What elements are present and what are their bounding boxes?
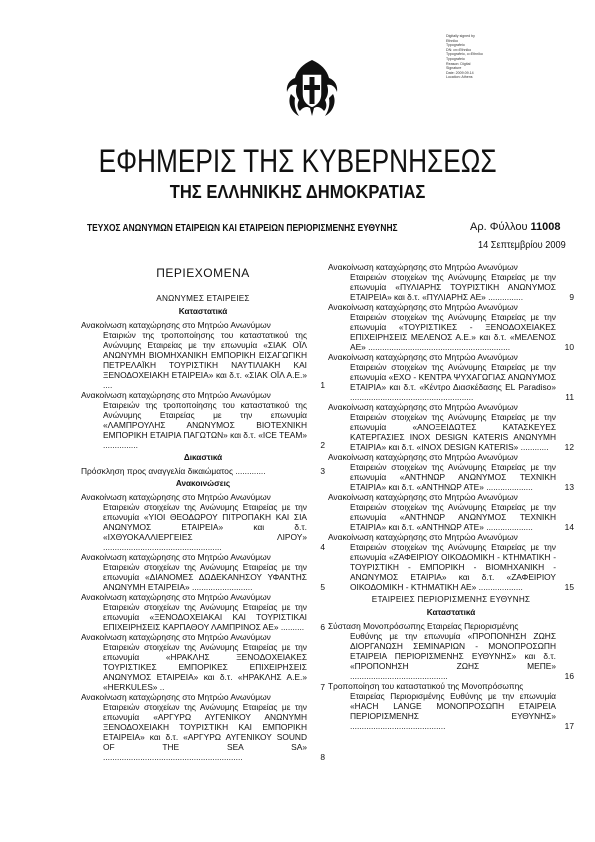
toc-entry-page: 4 — [320, 542, 325, 552]
toc-entry-text: Εταιρειών στοιχείων της Ανώνυμης Εταιρείας με την επωνυμία «ΤΟΥΡΙΣΤΙΚΕΣ - ΞΕΝΟΔΟΧΕΙΑΚΕΣ ΕΠΙΧΕΙΡΗΣΕΙΣ ΜΕΛΕΝΟΣ Α.Ε.» και δ.τ. «ΜΕΛΕΝΟΣ ΑΕ» ............................................................. — [350, 312, 556, 352]
toc-entry[interactable] — [81, 592, 325, 632]
toc-entry-page: 1 — [320, 380, 325, 390]
toc-entry[interactable] — [328, 681, 574, 731]
digital-signature-block — [446, 34, 510, 80]
toc-entry-title: Πρόσκληση προς αναγγελία δικαιώματος ............. — [81, 466, 266, 476]
toc-left-column — [81, 264, 325, 762]
toc-entry-page: 16 — [564, 671, 574, 681]
toc-entry-text: Εταιρειών στοιχείων της Ανώνυμης Εταιρείας με την επωνυμία «ΥΙΟΙ ΘΕΟΔΩΡΟΥ ΠΙΤΡΟΠΑΚΗ ΚΑΙ ΣΙΑ ΑΝΩΝΥΜΟΣ ΕΤΑΙΡΕΙΑ» και δ.τ. «ΙΧΘΥΟΚΑΛΛΙΕΡΓΕΙΕΣ ΛΙΡΟΥ» ................................................... — [103, 502, 307, 552]
toc-entry-page: 13 — [564, 482, 574, 492]
toc-entry[interactable] — [81, 552, 325, 592]
toc-entry-title: Ανακοίνωση καταχώρησης στο Μητρώο Ανωνύμων — [81, 390, 271, 400]
signature-line: Digitally signed by — [446, 34, 475, 38]
signature-line: Signature — [446, 66, 462, 71]
issue-type: ΤΕΥΧΟΣ ΑΝΩΝΥΜΩΝ ΕΤΑΙΡΕΙΩΝ ΚΑΙ ΕΤΑΙΡΕΙΩΝ ΠΕΡΙΟΡΙΣΜΕΝΗΣ ΕΥΘΥΝΗΣ — [87, 222, 398, 234]
toc-entry-page: 3 — [320, 466, 325, 476]
toc-heading: ΠΕΡΙΕΧΟΜΕΝΑ — [156, 266, 250, 280]
toc-entry-title: Ανακοίνωση καταχώρησης στο Μητρώο Ανωνύμων — [328, 452, 518, 462]
toc-entry[interactable] — [81, 632, 325, 692]
toc-entry-text: Εταιρειών στοιχείων της Ανώνυμης Εταιρείας με την επωνυμία «ΖΑΦΕΙΡΙΟΥ ΟΙΚΟΔΟΜΙΚΗ - ΚΤΗΜΑΤΙΚΗ - ΤΟΥΡΙΣΤΙΚΗ - ΕΜΠΟΡΙΚΗ - ΒΙΟΜΗΧΑΝΙΚΗ - ΑΝΩΝΥΜΟΣ ΕΤΑΙΡΙΑ» και δ.τ. «ΖΑΦΕΙΡΙΟΥ ΟΙΚΟΔΟΜΙΚΗ - ΚΤΗΜΑΤΙΚΗ ΑΕ» ................... — [350, 542, 556, 592]
toc-entry-title: Ανακοίνωση καταχώρησης στο Μητρώο Ανωνύμων — [328, 262, 518, 272]
toc-entry-title: Ανακοίνωση καταχώρησης στο Μητρώο Ανωνύμων — [81, 632, 271, 642]
toc-entry-page: 17 — [564, 721, 574, 731]
toc-entry-text: Εταιρειών στοιχείων της Ανώνυμης Εταιρείας με την επωνυμία «ΑΝΟΞΕΙΔΩΤΕΣ ΚΑΤΑΣΚΕΥΕΣ ΚΑΤΕΡΓΑΣΙΕΣ INOX DESIGN KATERIS ΑΝΩΝΥΜΗ ΕΤΑΙΡΙΑ» και δ.τ. «INOX DESIGN KATERIS» ............ — [350, 412, 556, 452]
toc-entry-text: Εταιρειών στοιχείων της Ανώνυμης Εταιρείας με την επωνυμία «ΕΧΟ - ΚΕΝΤΡΑ ΨΥΧΑΓΩΓΙΑΣ ΑΝΩΝΥΜΟΣ ΕΤΑΙΡΙΑ» και δ.τ. «Κέντρο Διασκέδασης EL Paradiso» ..................................................... — [350, 362, 556, 402]
gazette-title: ΕΦΗΜΕΡΙΣ ΤΗΣ ΚΥΒΕΡΝΗΣΕΩΣ — [98, 143, 497, 179]
toc-entry-list — [81, 466, 325, 476]
subsection-heading: Καταστατικά — [426, 608, 476, 617]
sheet-number-block — [470, 221, 561, 233]
toc-entry[interactable] — [328, 452, 574, 492]
toc-entry-title: Ανακοίνωση καταχώρησης στο Μητρώο Ανωνύμων — [81, 492, 271, 502]
toc-entry-title: Ανακοίνωση καταχώρησης στο Μητρώο Ανωνύμων — [81, 552, 271, 562]
toc-entry[interactable] — [328, 302, 574, 352]
section-heading: ΕΤΑΙΡΕΙΕΣ ΠΕΡΙΟΡΙΣΜΕΝΗΣ ΕΥΘΥΝΗΣ — [371, 595, 531, 604]
signature-line: Location: Athens — [446, 75, 473, 80]
toc-entry-text: Εταιρειών της τροποποίησης του καταστατικού της Ανώνυμης Εταιρείας με την επωνυμία «ΛΑΜΠΡΟΥΛΗΣ ΑΝΩΝΥΜΟΣ ΒΙΟΤΕΧΝΙΚΗ ΕΜΠΟΡΙΚΗ ΕΤΑΙΡΙΑ ΠΑΓΩΤΩΝ» και δ.τ. «ICE TEAM» ............... — [103, 400, 307, 450]
toc-entry-list — [81, 492, 325, 762]
toc-entry-list — [328, 262, 574, 592]
toc-entry[interactable] — [328, 352, 574, 402]
issue-date: 14 Σεπτεμβρίου 2009 — [478, 240, 566, 251]
toc-entry-page: 14 — [564, 522, 574, 532]
toc-entry-text: Εταιρειών στοιχείων της Ανώνυμης Εταιρείας με την επωνυμία «ΔΙΑΝΟΜΕΣ ΔΩΔΕΚΑΝΗΣΟΥ ΥΦΑΝΤΗΣ ΑΝΩΝΥΜΗ ΕΤΑΙΡΕΙΑ» .......................... — [103, 562, 307, 592]
toc-entry-text: Εταιρειών στοιχείων της Ανώνυμης Εταιρείας με την επωνυμία «ΞΕΝΟΔΟΧΕΙΑΚΑΙ ΚΑΙ ΤΟΥΡΙΣΤΙΚΑΙ ΕΠΙΧΕΙΡΗΣΕΙΣ ΚΑΡΠΑΘΟΥ ΛΑΜΠΡΙΝΟΣ ΑΕ» .......... — [103, 602, 307, 632]
toc-entry-page: 12 — [564, 442, 574, 452]
toc-entry[interactable] — [328, 532, 574, 592]
toc-entry-title: Τροποποίηση του καταστατικού της Μονοπρόσωπης — [328, 681, 524, 691]
toc-entry-page: 9 — [569, 292, 574, 302]
toc-entry[interactable] — [81, 320, 325, 390]
toc-entry[interactable] — [328, 402, 574, 452]
toc-entry-text: Εταιρειών στοιχείων της Ανώνυμης Εταιρείας με την επωνυμία «ΑΝΤΗΝΩΡ ΑΝΩΝΥΜΟΣ ΤΕΧΝΙΚΗ ΕΤΑΙΡΙΑ» και δ.τ. «ΑΝΤΗΝΩΡ ΑΤΕ» .................... — [350, 462, 556, 492]
toc-entry-title: Ανακοίνωση καταχώρησης στο Μητρώο Ανωνύμων — [328, 402, 518, 412]
signature-line: Typografeio, o=Ethniko — [446, 52, 483, 57]
toc-entry-page: 5 — [320, 582, 325, 592]
coat-of-arms-emblem — [283, 58, 341, 122]
signature-line: Ethniko — [446, 38, 458, 43]
signature-line: Typografeio — [446, 56, 465, 61]
toc-entry-text: Ευθύνης με την επωνυμία «ΠΡΟΠΟΝΗΣΗ ΖΩΗΣ ΔΙΟΡΓΑΝΩΣΗ ΣΕΜΙΝΑΡΙΩΝ - ΜΟΝΟΠΡΟΣΩΠΗ ΕΤΑΙΡΕΙΑ ΠΕΡΙΟΡΙΣΜΕΝΗΣ ΕΥΘΥΝΗΣ» και δ.τ. «ΠΡΟΠΟΝΗΣΗ ΖΩΗΣ ΜΕΠΕ» .......................................... — [350, 631, 556, 681]
subsection-heading: Δικαστικά — [183, 453, 223, 462]
toc-entry-title: Ανακοίνωση καταχώρησης στο Μητρώο Ανωνύμων — [81, 692, 271, 702]
toc-entry-page: 6 — [320, 622, 325, 632]
toc-entry-list — [328, 621, 574, 731]
toc-entry-text: Εταιρειών στοιχείων της Ανώνυμης Εταιρείας με την επωνυμία «ΑΝΤΗΝΩΡ ΑΝΩΝΥΜΟΣ ΤΕΧΝΙΚΗ ΕΤΑΙΡΙΑ» και δ.τ. «ΑΝΤΗΝΩΡ ΑΤΕ» .................... — [350, 502, 556, 532]
toc-entry[interactable] — [81, 492, 325, 552]
toc-entry[interactable] — [81, 466, 325, 476]
subsection-heading: Ανακοινώσεις — [175, 479, 231, 488]
sheet-number: 11008 — [530, 221, 561, 233]
toc-entry[interactable] — [81, 692, 325, 762]
toc-entry-text: Εταιρειών στοιχείων της Ανώνυμης Εταιρείας με την επωνυμία «ΗΡΑΚΛΗΣ ΞΕΝΟΔΟΧΕΙΑΚΕΣ ΤΟΥΡΙΣΤΙΚΕΣ ΕΜΠΟΡΙΚΕΣ ΕΠΙΧΕΙΡΗΣΕΙΣ ΑΝΩΝΥΜΟΣ ΕΤΑΙΡΕΙΑ» και δ.τ. «ΗΡΑΚΛΗΣ Α.Ε.» «HERKULES» .. — [103, 642, 307, 692]
toc-entry-page: 8 — [320, 752, 325, 762]
signature-line: Date: 2009.09.14 — [446, 70, 474, 75]
toc-entry-page: 15 — [564, 582, 574, 592]
toc-entry-page: 11 — [565, 392, 574, 402]
toc-entry-title: Ανακοίνωση καταχώρησης στο Μητρώο Ανωνύμων — [81, 592, 271, 602]
toc-entry[interactable] — [328, 621, 574, 681]
signature-line: Reason: Digital — [446, 61, 471, 66]
signature-line: DN: cn=Ethniko — [446, 47, 472, 52]
toc-entry-text: Εταιρειών στοιχείων της Ανώνυμης Εταιρείας με την επωνυμία «ΑΡΓΥΡΩ ΑΥΓΕΝΙΚΟΥ ΑΝΩΝΥΜΗ ΞΕΝΟΔΟΧΕΙΑΚΗ ΤΟΥΡΙΣΤΙΚΗ ΚΑΙ ΕΜΠΟΡΙΚΗ ΕΤΑΙΡΕΙΑ» και δ.τ. «ΑΡΓΥΡΩ ΑΥΓΕΝΙΚΟΥ SOUND OF THE SEA SA» ............................................................ — [103, 702, 307, 762]
toc-entry-title: Ανακοίνωση καταχώρησης στο Μητρώο Ανωνύμων — [328, 352, 518, 362]
gazette-subtitle: ΤΗΣ ΕΛΛΗΝΙΚΗΣ ΔΗΜΟΚΡΑΤΙΑΣ — [169, 182, 426, 202]
toc-entry-text: Εταιρειών στοιχείων της Ανώνυμης Εταιρείας με την επωνυμία «ΠΥΛΙΑΡΗΣ ΤΟΥΡΙΣΤΙΚΗ ΑΝΩΝΥΜΟΣ ΕΤΑΙΡΕΙΑ» και δ.τ. «ΠΥΛΙΑΡΗΣ ΑΕ» ............... — [350, 272, 556, 302]
toc-right-column — [328, 262, 574, 731]
toc-entry-title: Ανακοίνωση καταχώρησης στο Μητρώο Ανωνύμων — [328, 302, 518, 312]
toc-entry[interactable] — [81, 390, 325, 450]
toc-entry-page: 7 — [320, 682, 325, 692]
toc-entry-page: 2 — [320, 440, 325, 450]
signature-line: Typografeio — [446, 43, 465, 48]
sheet-label: Αρ. Φύλλου — [470, 221, 528, 233]
toc-entry-title: Σύσταση Μονοπρόσωπης Εταιρείας Περιορισμένης — [328, 621, 519, 631]
toc-entry-title: Ανακοίνωση καταχώρησης στο Μητρώο Ανωνύμων — [81, 320, 271, 330]
toc-entry-title: Ανακοίνωση καταχώρησης στο Μητρώο Ανωνύμων — [328, 532, 518, 542]
subsection-heading: Καταστατικά — [178, 307, 228, 316]
toc-entry-list — [81, 320, 325, 450]
toc-entry-text: Εταιριών της τροποποίησης του καταστατικού της Ανώνυμης Εταιρείας με την επωνυμία «ΣΙΑΚ ΟΪΛ ΑΝΩΝΥΜΗ ΒΙΟΜΗΧΑΝΙΚΗ ΕΜΠΟΡΙΚΗ ΕΙΣΑΓΩΓΙΚΗ ΠΕΤΡΕΛΑΪΚΗ ΤΟΥΡΙΣΤΙΚΗ ΝΑΥΤΙΛΙΑΚΗ ΚΑΙ ΞΕΝΟΔΟΧΕΙΑΚΗ ΕΤΑΙΡΕΙΑ» και δ.τ. «ΣΙΑΚ ΟΪΛ Α.Ε.» .... — [103, 330, 307, 390]
toc-entry[interactable] — [328, 262, 574, 302]
toc-entry-title: Ανακοίνωση καταχώρησης στο Μητρώο Ανωνύμων — [328, 492, 518, 502]
toc-entry-text: Εταιρείας Περιορισμένης Ευθύνης με την επωνυμία «HACH LANGE ΜΟΝΟΠΡΟΣΩΠΗ ΕΤΑΙΡΕΙΑ ΠΕΡΙΟΡΙΣΜΕΝΗΣ ΕΥΘΥΝΗΣ» ......................................... — [350, 691, 556, 731]
toc-entry[interactable] — [328, 492, 574, 532]
section-heading: ΑΝΩΝΥΜΕΣ ΕΤΑΙΡΕΙΕΣ — [156, 294, 250, 303]
toc-entry-page: 10 — [564, 342, 574, 352]
